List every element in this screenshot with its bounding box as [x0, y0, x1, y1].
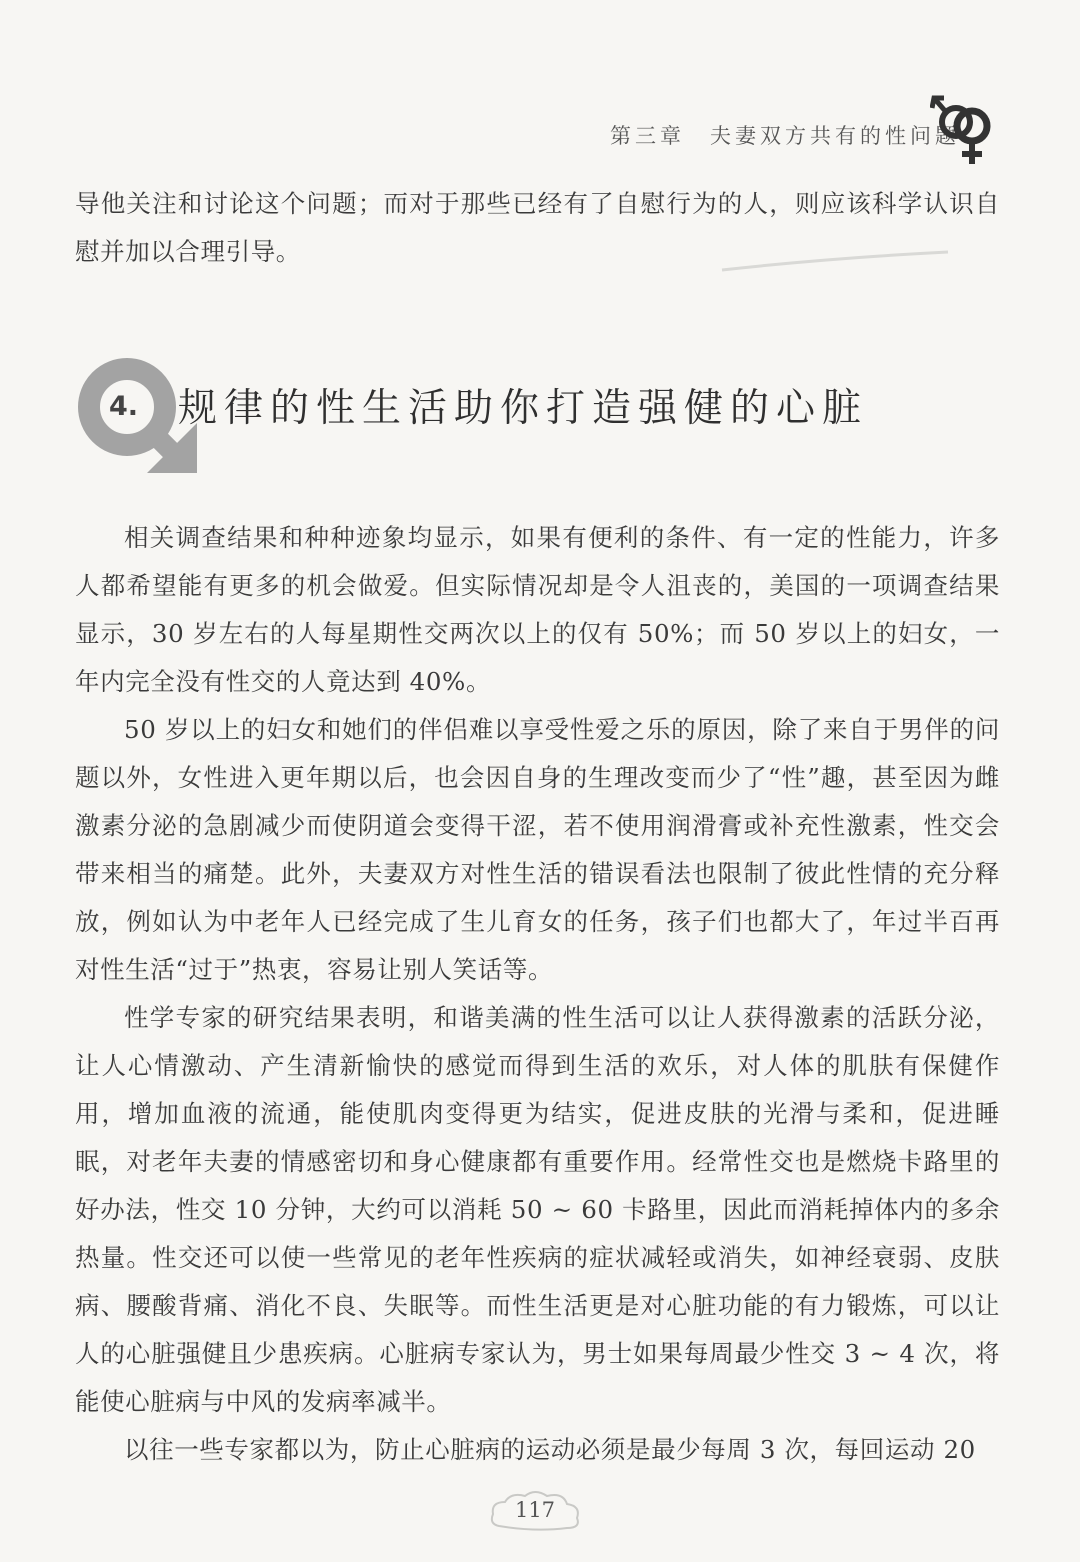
chapter-header: 第三章 夫妻双方共有的性问题	[610, 124, 960, 148]
brush-stroke-decoration	[720, 248, 950, 278]
section-title: 规律的性生活助你打造强健的心脏	[178, 386, 869, 431]
body-paragraph-1: 相关调查结果和种种迹象均显示，如果有便利的条件、有一定的性能力，许多人都希望能有更多的机会做爱。但实际情况却是令人沮丧的，美国的一项调查结果显示，30 岁左右的人每星期性交两次以上的仅有 50%；而 50 岁以上的妇女，一年内完全没有性交的人竟达到 40%。	[75, 523, 1000, 696]
body-paragraph-4: 以往一些专家都以为，防止心脏病的运动必须是最少每周 3 次，每回运动 20	[124, 1435, 976, 1464]
section-heading	[75, 355, 935, 480]
page-number: 117	[514, 1498, 556, 1522]
body-paragraph-2: 50 岁以上的妇女和她们的伴侣难以享受性爱之乐的原因，除了来自于男伴的问题以外，女性进入更年期以后，也会因自身的生理改变而少了“性”趣，甚至因为雌激素分泌的急剧减少而使阴道会变得干涩，若不使用润滑膏或补充性激素，性交会带来相当的痛楚。此外，夫妻双方对性生活的错误看法也限制了彼此性情的充分释放，例如认为中老年人已经完成了生儿育女的任务，孩子们也都大了，年过半百再对性生活“过于”热衷，容易让别人笑话等。	[75, 715, 1000, 984]
gender-symbols-icon	[930, 92, 1000, 167]
body-paragraph-3: 性学专家的研究结果表明，和谐美满的性生活可以让人获得激素的活跃分泌，让人心情激动、产生清新愉快的感觉而得到生活的欢乐，对人体的肌肤有保健作用，增加血液的流通，能使肌肉变得更为结实，促进皮肤的光滑与柔和，促进睡眠，对老年夫妻的情感密切和身心健康都有重要作用。经常性交也是燃烧卡路里的好办法，性交 10 分钟，大约可以消耗 50 ~ 60 卡路里，因此而消耗掉体内的多余热量。性交还可以使一些常见的老年性疾病的症状减轻或消失，如神经衰弱、皮肤病、腰酸背痛、消化不良、失眠等。而性生活更是对心脏功能的有力锻炼，可以让人的心脏强健且少患疾病。心脏病专家认为，男士如果每周最少性交 3 ~ 4 次，将能使心脏病与中风的发病率减半。	[75, 1003, 1000, 1416]
page-footer	[485, 1488, 585, 1534]
section-number: 4.	[109, 391, 139, 422]
intro-paragraph: 导他关注和讨论这个问题；而对于那些已经有了自慰行为的人，则应该科学认识自慰并加以合理引导。	[75, 189, 1000, 266]
